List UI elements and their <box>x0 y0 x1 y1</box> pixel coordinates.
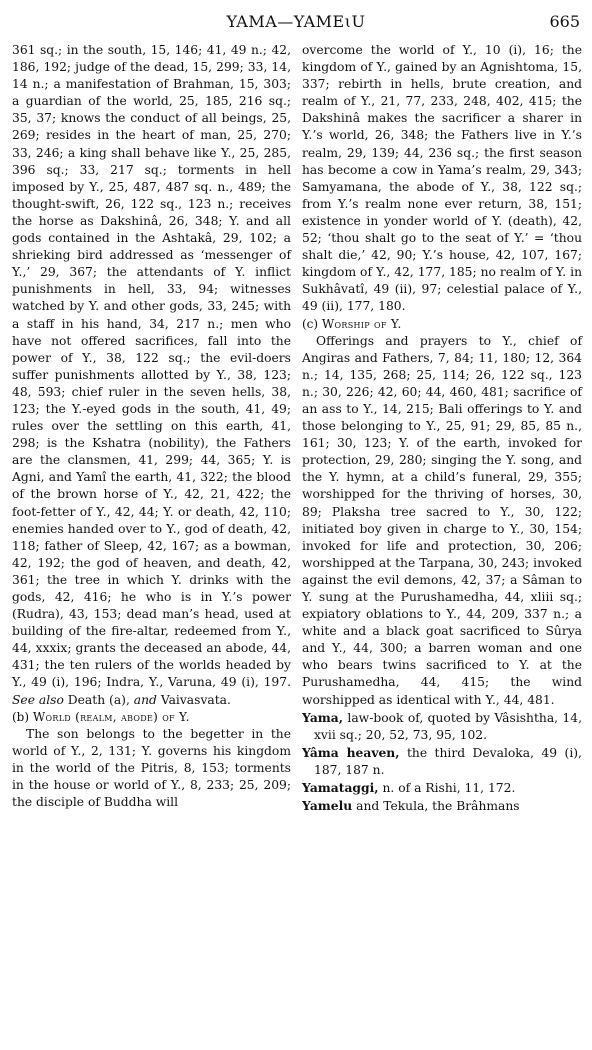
entry-headword: Yamataggi, <box>302 780 379 796</box>
left-column <box>12 42 291 1042</box>
right-column-text: overcome the world of Y., 10 (i), 16; the kingdom of Y., gained by an Agnishtoma, 15, 337; rebirth in hells, brute creation, and realm of Y., 21, 77, 233, 248, 402, 415; the Dakshinâ makes the sacrificer a sharer in Y.’s world, 26, 348; the Fathers live in Y.’s realm, 29, 139; 44, 236 sq.; the first season has become a cow in Yama’s realm, 29, 343; Samyamana, the abode of Y., 38, 122 sq.; from Y.’s realm none ever return, 38, 151; existence in yonder world of Y. (death), 42, 52; ‘thou shalt go to the seat of Y.’ = ‘thou shalt die,’ 42, 90; Y.’s house, 42, 107, 167; kingdom of Y., 42, 177, 185; no realm of Y. in Sukhâvatî, 49 (ii), 97; celestial palace of Y., 49 (ii), 177, 180. <box>302 43 582 314</box>
left-column-text <box>12 42 291 709</box>
section-c-text: Offerings and prayers to Y., chief of Angiras and Fathers, 7, 84; 11, 180; 12, 364 n.; 14, 135, 268; 25, 114; 26, 122 sq., 123 n.; 30, 226; 42, 60; 44, 460, 481; sacrifice of an ass to Y., 14, 215; Bali offerings to Y. and those belonging to Y., 25, 91; 29, 85, 85 n., 161; 30, 123; Y. of the earth, invoked for protection, 29, 280; singing the Y. song, and the Y. hymn, at a child’s funeral, 29, 355; worshipped for the thriving of horses, 30, 89; Plaksha tree sacred to Y., 30, 122; initiated boy given in charge to Y., 30, 154; invoked for life and protection, 30, 206; worshipped at the Tarpana, 30, 243; invoked against the evil demons, 42, 37; a Sâman to Y. sung at the Purushamedha, 44, xliii sq.; expiatory oblations to Y., 44, 209, 337 n.; a white and a black goat sacrificed to Sûrya and Y., 44, 300; a barren woman and one who bears twins sacrificed to Y. at the Purushamedha, 44, 415; the wind worshipped as identical with Y., 44, 481. <box>302 333 582 707</box>
entry-text: n. of a Rishi, 11, 172. <box>382 781 516 796</box>
section-b-text: The son belongs to the begetter in the world of Y., 2, 131; Y. governs his kingdom in the world of the Pitris, 8, 153; torments in the house or world of Y., 8, 233; 25, 209; the disciple of Buddha will <box>12 726 291 810</box>
entry-headword: Yama, <box>302 709 344 725</box>
and-label: and <box>133 692 157 707</box>
running-header <box>0 12 592 34</box>
entry-headword: Yâma heaven, <box>302 744 400 760</box>
page-number: 665 <box>549 12 580 31</box>
entry-text: and Tekula, the Brâhmans <box>356 799 520 814</box>
index-entry-yama-heaven <box>302 744 582 779</box>
section-c-marker: (c) <box>302 316 319 331</box>
section-c-heading: Worship of Y. <box>321 316 402 331</box>
section-b-heading: World (realm, abode) of Y. <box>32 709 190 724</box>
header-title: YAMA—YAMEɩU <box>226 12 366 31</box>
entry-text: law-book of, quoted by Vâsishtha, 14, xvii sq.; 20, 52, 73, 95, 102. <box>314 710 582 742</box>
see-also-text: Death (a), <box>67 692 130 707</box>
section-b-heading-line <box>12 709 291 726</box>
entry-headword: Yamelu <box>302 798 353 814</box>
see-also-end: Vaivasvata. <box>160 692 231 707</box>
see-also-label: See also <box>12 692 64 707</box>
entry-text: the third Devaloka, 49 (i), 187, 187 n. <box>314 745 582 777</box>
right-column <box>302 42 582 1042</box>
index-entry-yamataggi <box>302 779 582 797</box>
index-entry-yama-law-book <box>302 709 582 744</box>
index-entry-yamelu <box>302 797 582 815</box>
section-c-heading-line <box>302 316 582 333</box>
section-b-marker: (b) <box>12 709 30 724</box>
yama-references-continued: 361 sq.; in the south, 15, 146; 41, 49 n.; 42, 186, 192; judge of the dead, 15, 299; 33, 14, 14 n.; a manifestation of Brahman, 15, 303; a guardian of the world, 25, 185, 216 sq.; 35, 37; knows the conduct of all beings, 25, 269; resides in the heart of man, 25, 270; 33, 246; a king shall behave like Y., 25, 285, 396 sq.; 33, 217 sq.; torments in hell imposed by Y., 25, 487, 487 sq. n., 489; the thought-swift, 26, 122 sq., 123 n.; receives the horse as Dakshinâ, 26, 348; Y. and all gods contained in the Ashtakâ, 29, 102; a shrieking bird addressed as ‘messenger of Y.,’ 29, 367; the attendants of Y. inflict punishments in hell, 33, 94; witnesses watched by Y. and other gods, 33, 245; with a staff in his hand, 34, 217 n.; men who have not offered sacrifices, fall into the power of Y., 38, 122 sq.; the evil-doers suffer punishments allotted by Y., 38, 123; 48, 593; chief ruler in the seven hells, 38, 123; the Y.-eyed gods in the south, 41, 49; rules over the settling on this earth, 41, 298; is the Kshatra (nobility), the Fathers are the clansmen, 41, 299; 44, 365; Y. is Agni, and Yamî the earth, 41, 322; the blood of the brown horse of Y., 42, 21, 422; the foot-fetter of Y., 42, 44; Y. or death, 42, 110; enemies handed over to Y., god of death, 42, 118; father of Sleep, 42, 167; as a bowman, 42, 192; the god of heaven, and death, 42, 361; the tree in which Y. drinks with the gods, 42, 416; he who is in Y.’s power (Rudra), 43, 153; dead man’s head, used at building of the fire-altar, redeemed from Y., 44, xxxix; grants the deceased an abode, 44, 431; the ten rulers of the worlds headed by Y., 49 (i), 196; Indra, Y., Varuna, 49 (i), 197. <box>12 43 291 690</box>
